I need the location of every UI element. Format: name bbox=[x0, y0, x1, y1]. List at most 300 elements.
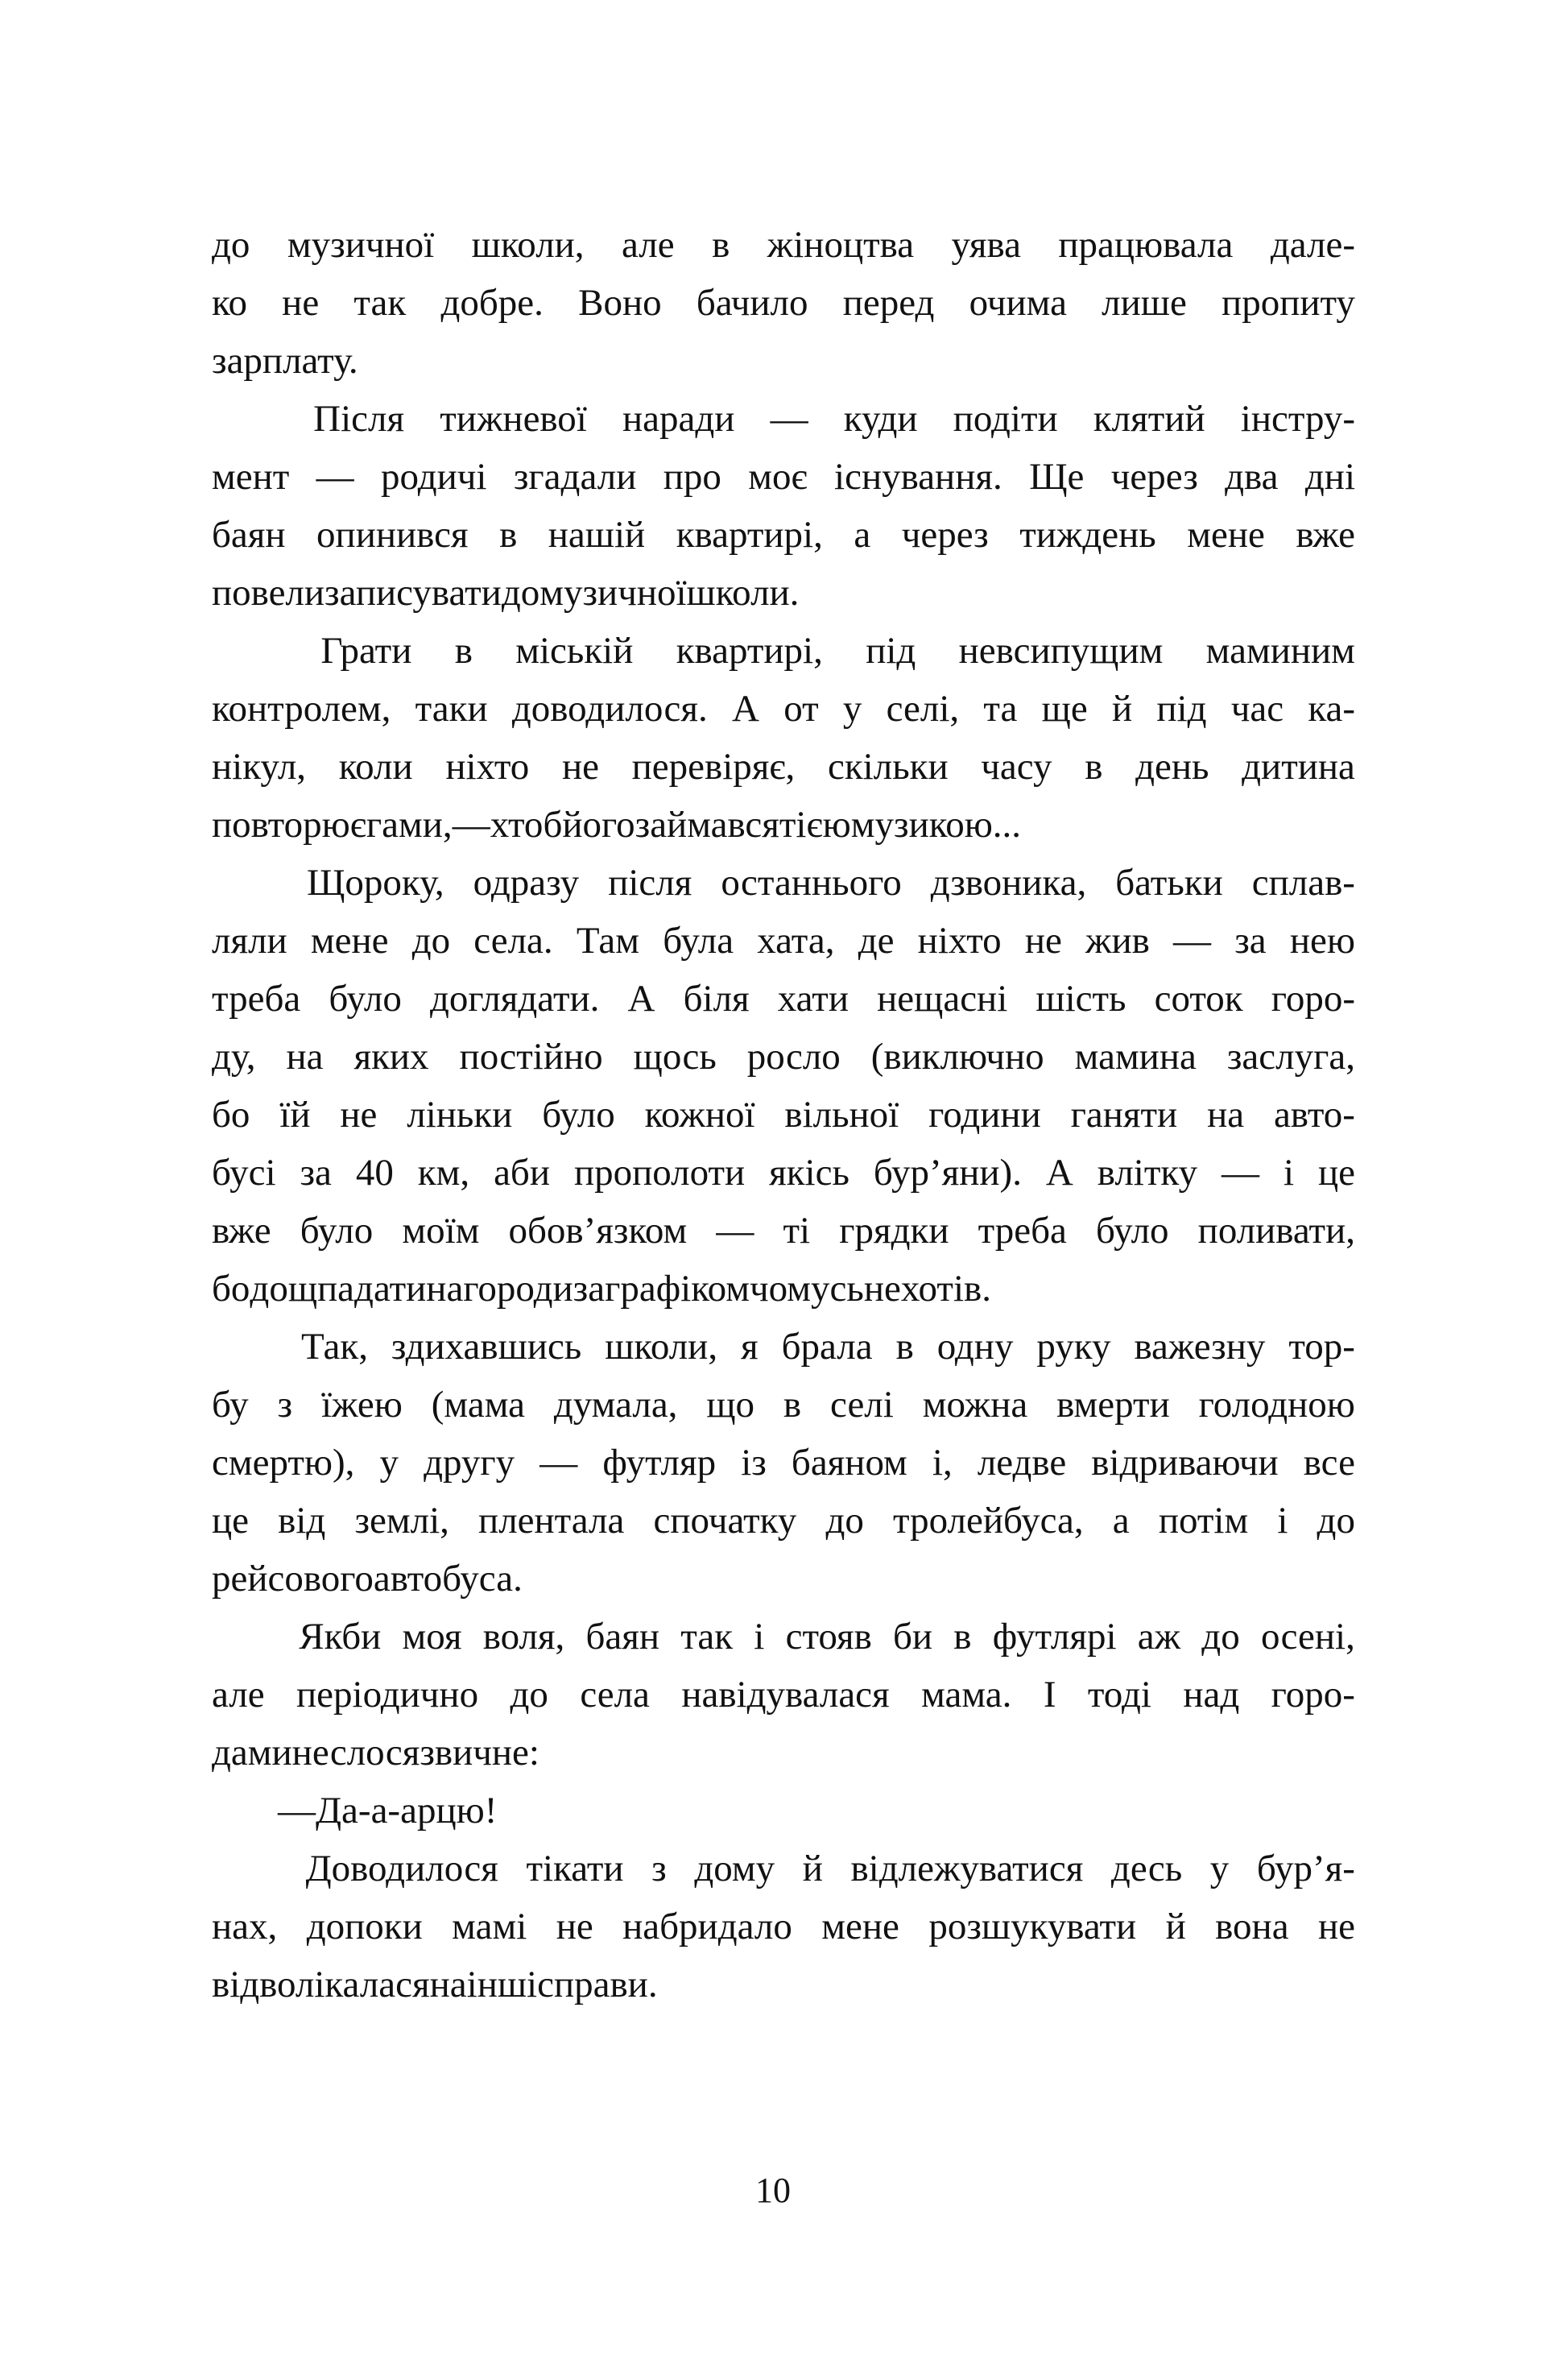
word: графіком bbox=[605, 1268, 750, 1310]
word: в bbox=[783, 1384, 802, 1426]
word: ледве bbox=[977, 1442, 1067, 1484]
word: бур’яни). bbox=[873, 1152, 1022, 1194]
word: — bbox=[539, 1442, 578, 1484]
word: добре. bbox=[440, 282, 544, 324]
word: вже bbox=[1296, 514, 1355, 556]
word: жіноцтва bbox=[767, 224, 915, 266]
word: Грати bbox=[320, 630, 412, 672]
word: мама. bbox=[921, 1674, 1012, 1716]
text-line bbox=[212, 1028, 1355, 1086]
word: нах, bbox=[212, 1906, 278, 1947]
word: та bbox=[983, 688, 1018, 730]
word: хто bbox=[490, 804, 544, 846]
word: родичі bbox=[381, 456, 487, 498]
word: смертю), bbox=[212, 1442, 355, 1484]
word: брала bbox=[781, 1326, 873, 1368]
text-line bbox=[212, 216, 1355, 274]
word: моя bbox=[402, 1616, 462, 1658]
word: кожної bbox=[644, 1094, 755, 1136]
word: у bbox=[379, 1442, 399, 1484]
word: тор- bbox=[1288, 1326, 1355, 1368]
word: допоки bbox=[306, 1906, 423, 1947]
word: й bbox=[1111, 688, 1133, 730]
text-line bbox=[212, 1086, 1355, 1144]
word: займався bbox=[635, 804, 779, 846]
word: хата, bbox=[757, 920, 835, 962]
word: де bbox=[858, 920, 895, 962]
word: плентала bbox=[478, 1500, 625, 1542]
word: очима bbox=[969, 282, 1067, 324]
word: — bbox=[278, 1790, 316, 1832]
word: під bbox=[866, 630, 916, 672]
text-line bbox=[212, 1840, 1355, 1898]
paragraph bbox=[212, 1608, 1355, 1782]
word: обов’язком bbox=[508, 1210, 688, 1252]
word: доводилося. bbox=[511, 688, 708, 730]
word: важезну bbox=[1134, 1326, 1266, 1368]
word: голодною bbox=[1198, 1384, 1355, 1426]
text-line bbox=[212, 796, 1355, 854]
word: і bbox=[1283, 1152, 1295, 1194]
word: треба bbox=[978, 1210, 1067, 1252]
word: щось bbox=[633, 1036, 717, 1078]
text-line bbox=[212, 1318, 1355, 1376]
word: хотів. bbox=[900, 1268, 991, 1310]
word: працювала bbox=[1058, 224, 1234, 266]
first-line-indent bbox=[212, 622, 278, 680]
word: подіти bbox=[953, 398, 1058, 440]
word: за bbox=[1234, 920, 1267, 962]
word: це bbox=[212, 1500, 250, 1542]
paragraph bbox=[212, 390, 1355, 622]
word: не bbox=[556, 1906, 593, 1947]
text-line bbox=[212, 1144, 1355, 1202]
word: Воно bbox=[578, 282, 662, 324]
word: на bbox=[1207, 1094, 1245, 1136]
word: до bbox=[411, 920, 451, 962]
word: села. bbox=[473, 920, 553, 962]
word: під bbox=[1156, 688, 1207, 730]
word: — bbox=[452, 804, 490, 846]
word: періодично bbox=[296, 1674, 479, 1716]
word: бо bbox=[212, 1094, 250, 1136]
first-line-indent bbox=[212, 1840, 278, 1898]
word: звичне: bbox=[420, 1732, 539, 1774]
word: ніхто bbox=[445, 746, 530, 788]
word: музичної bbox=[539, 572, 687, 614]
word: Доводилося bbox=[305, 1848, 498, 1890]
word: нещасні bbox=[877, 978, 1008, 1020]
word: після bbox=[608, 862, 692, 904]
word: баян bbox=[212, 514, 286, 556]
word: баяном bbox=[791, 1442, 907, 1484]
word: через bbox=[901, 514, 989, 556]
word: інші bbox=[466, 1964, 538, 2005]
word: музикою... bbox=[850, 804, 1022, 846]
word: стояв bbox=[785, 1616, 872, 1658]
word: квартирі, bbox=[676, 630, 823, 672]
word: осені, bbox=[1260, 1616, 1355, 1658]
word: селі bbox=[830, 1384, 894, 1426]
word: невсипущим bbox=[958, 630, 1164, 672]
word: ляли bbox=[212, 920, 287, 962]
word: але bbox=[622, 224, 675, 266]
word: дні bbox=[1304, 456, 1355, 498]
text-line bbox=[212, 912, 1355, 970]
word: одразу bbox=[473, 862, 580, 904]
word: — bbox=[770, 398, 808, 440]
paragraph bbox=[212, 1782, 1355, 1840]
word: неслося bbox=[291, 1732, 420, 1774]
paragraph bbox=[212, 854, 1355, 1318]
word: баян bbox=[585, 1616, 660, 1658]
word: здихавшись bbox=[391, 1326, 582, 1368]
word: десь bbox=[1110, 1848, 1183, 1890]
word: через bbox=[1110, 456, 1198, 498]
word: от bbox=[783, 688, 819, 730]
word: мене bbox=[1187, 514, 1265, 556]
word: таки bbox=[415, 688, 488, 730]
word: прополоти bbox=[573, 1152, 746, 1194]
text-line bbox=[212, 1202, 1355, 1260]
word: відлежуватися bbox=[850, 1848, 1084, 1890]
word: так bbox=[680, 1616, 734, 1658]
word: опинився bbox=[316, 514, 469, 556]
word: на bbox=[429, 1964, 467, 2005]
word: дитина bbox=[1242, 746, 1355, 788]
word: моє bbox=[748, 456, 808, 498]
word: яких bbox=[353, 1036, 429, 1078]
text-line bbox=[212, 448, 1355, 506]
word: до bbox=[501, 572, 540, 614]
word: їй bbox=[279, 1094, 311, 1136]
text-line bbox=[212, 1260, 1355, 1318]
word: було bbox=[300, 1210, 374, 1252]
word: у bbox=[1209, 1848, 1230, 1890]
word: це bbox=[1317, 1152, 1355, 1194]
word: дами bbox=[212, 1732, 292, 1774]
word: із bbox=[741, 1442, 767, 1484]
word: — bbox=[316, 456, 354, 498]
first-line-indent bbox=[212, 1782, 278, 1840]
word: ліньки bbox=[407, 1094, 513, 1136]
word: ті bbox=[783, 1210, 811, 1252]
word: бо bbox=[212, 1268, 250, 1310]
word: у bbox=[842, 688, 862, 730]
word: була bbox=[663, 920, 734, 962]
word: тією bbox=[779, 804, 851, 846]
word: записувати bbox=[324, 572, 502, 614]
word: моїм bbox=[402, 1210, 480, 1252]
word: лише bbox=[1102, 282, 1187, 324]
word: тролейбуса, bbox=[893, 1500, 1084, 1542]
text-line bbox=[212, 274, 1355, 332]
word: — bbox=[1222, 1152, 1260, 1194]
word: згадали bbox=[513, 456, 637, 498]
word: а bbox=[854, 514, 871, 556]
word: постійно bbox=[459, 1036, 603, 1078]
word: км, bbox=[417, 1152, 470, 1194]
word: розшукувати bbox=[928, 1906, 1137, 1947]
word: — bbox=[716, 1210, 754, 1252]
word: тікати bbox=[526, 1848, 624, 1890]
word: городи bbox=[463, 1268, 573, 1310]
word: скільки bbox=[827, 746, 949, 788]
word: нашій bbox=[548, 514, 646, 556]
word: з bbox=[277, 1384, 293, 1426]
word: спочатку bbox=[653, 1500, 797, 1542]
word: до bbox=[825, 1500, 864, 1542]
word: за bbox=[573, 1268, 606, 1310]
word: я bbox=[741, 1326, 759, 1368]
word: А bbox=[731, 688, 759, 730]
word: тижневої bbox=[440, 398, 587, 440]
word: вільної bbox=[784, 1094, 899, 1136]
paragraph bbox=[212, 216, 1355, 390]
word: не bbox=[1317, 1906, 1355, 1947]
word: зарплату. bbox=[212, 340, 358, 382]
word: було bbox=[542, 1094, 615, 1136]
word: землі, bbox=[354, 1500, 449, 1542]
body-text-column bbox=[212, 216, 1355, 2014]
word: аж bbox=[1137, 1616, 1181, 1658]
word: наради bbox=[622, 398, 735, 440]
word: Щороку, bbox=[307, 862, 444, 904]
word: в bbox=[1085, 746, 1103, 788]
word: заслуга, bbox=[1226, 1036, 1355, 1078]
word: за bbox=[300, 1152, 332, 1194]
word: батьки bbox=[1115, 862, 1223, 904]
word: відриваючи bbox=[1091, 1442, 1279, 1484]
word: було bbox=[329, 978, 402, 1020]
word: в bbox=[712, 224, 730, 266]
word: автобуса. bbox=[373, 1558, 523, 1600]
word: а bbox=[1112, 1500, 1130, 1542]
word: Так, bbox=[300, 1326, 368, 1368]
word: музичної bbox=[287, 224, 435, 266]
word: росло bbox=[746, 1036, 841, 1078]
word: часу bbox=[981, 746, 1052, 788]
word: дзвоника, bbox=[930, 862, 1087, 904]
text-line bbox=[212, 564, 1355, 622]
word: контролем, bbox=[212, 688, 391, 730]
word: два bbox=[1225, 456, 1279, 498]
word: би bbox=[893, 1616, 933, 1658]
word: біля bbox=[683, 978, 750, 1020]
word: справи. bbox=[537, 1964, 658, 2005]
word: школи, bbox=[471, 224, 585, 266]
word: інстру- bbox=[1240, 398, 1355, 440]
word: все bbox=[1303, 1442, 1355, 1484]
word: мене bbox=[821, 1906, 899, 1947]
first-line-indent bbox=[212, 1608, 278, 1666]
word: поливати, bbox=[1197, 1210, 1355, 1252]
word: Якби bbox=[299, 1616, 382, 1658]
word: перевіряє, bbox=[631, 746, 796, 788]
word: до bbox=[1201, 1616, 1240, 1658]
word: — bbox=[1173, 920, 1212, 962]
word: набридало bbox=[622, 1906, 792, 1947]
word: соток bbox=[1154, 978, 1243, 1020]
text-line bbox=[212, 1492, 1355, 1550]
word: грядки bbox=[839, 1210, 949, 1252]
word: клятий bbox=[1093, 398, 1205, 440]
word: мене bbox=[310, 920, 389, 962]
word: б bbox=[543, 804, 563, 846]
word: їжею bbox=[320, 1384, 403, 1426]
word: (виключно bbox=[870, 1036, 1044, 1078]
word: І bbox=[1043, 1674, 1056, 1716]
word: що bbox=[706, 1384, 755, 1426]
word: день bbox=[1135, 746, 1209, 788]
word: горо- bbox=[1271, 978, 1355, 1020]
word: школи. bbox=[686, 572, 800, 614]
word: мамина bbox=[1074, 1036, 1197, 1078]
text-line bbox=[212, 332, 1355, 390]
word: Да-а-арцю! bbox=[316, 1790, 498, 1832]
word: в bbox=[895, 1326, 914, 1368]
page-number: 10 bbox=[755, 2171, 791, 2210]
word: ніхто bbox=[917, 920, 1002, 962]
word: 40 bbox=[355, 1152, 394, 1194]
word: чомусь bbox=[750, 1268, 864, 1310]
word: було bbox=[1096, 1210, 1169, 1252]
word: не bbox=[863, 1268, 901, 1310]
word: існування. bbox=[834, 456, 1002, 498]
word: і bbox=[754, 1616, 765, 1658]
text-line bbox=[212, 1434, 1355, 1492]
word: але bbox=[212, 1674, 265, 1716]
paragraph bbox=[212, 622, 1355, 854]
word: його bbox=[562, 804, 635, 846]
word: сплав- bbox=[1251, 862, 1355, 904]
word: аби bbox=[494, 1152, 550, 1194]
word: в bbox=[499, 514, 518, 556]
word: навідувалася bbox=[681, 1674, 890, 1716]
text-line bbox=[212, 1898, 1355, 1956]
word: доглядати. bbox=[430, 978, 600, 1020]
word: дощ bbox=[250, 1268, 318, 1310]
word: на bbox=[286, 1036, 324, 1078]
word: бур’я- bbox=[1256, 1848, 1355, 1890]
word: ко bbox=[212, 282, 247, 324]
word: А bbox=[1045, 1152, 1073, 1194]
word: гами, bbox=[366, 804, 453, 846]
word: останнього bbox=[721, 862, 902, 904]
word: не bbox=[340, 1094, 378, 1136]
word: і bbox=[1277, 1500, 1288, 1542]
word: квартирі, bbox=[676, 514, 823, 556]
word: повели bbox=[212, 572, 325, 614]
word: можна bbox=[922, 1384, 1028, 1426]
word: мент bbox=[212, 456, 290, 498]
text-line bbox=[212, 622, 1355, 680]
word: до bbox=[510, 1674, 548, 1716]
first-line-indent bbox=[212, 854, 278, 912]
word: нею bbox=[1289, 920, 1355, 962]
word: потім bbox=[1158, 1500, 1249, 1542]
word: не bbox=[561, 746, 599, 788]
word: авто- bbox=[1273, 1094, 1355, 1136]
word: про bbox=[663, 456, 721, 498]
word: й bbox=[1165, 1906, 1186, 1947]
word: тиждень bbox=[1019, 514, 1156, 556]
word: футлярі bbox=[992, 1616, 1117, 1658]
word: вона bbox=[1215, 1906, 1289, 1947]
word: падати bbox=[317, 1268, 427, 1310]
word: влітку bbox=[1097, 1152, 1198, 1194]
word: час bbox=[1230, 688, 1284, 730]
word: якісь bbox=[769, 1152, 849, 1194]
word: й bbox=[802, 1848, 823, 1890]
word: пропиту bbox=[1222, 282, 1355, 324]
text-line bbox=[212, 1550, 1355, 1608]
text-line bbox=[212, 854, 1355, 912]
word: коли bbox=[338, 746, 413, 788]
word: селі, bbox=[886, 688, 960, 730]
word: дому bbox=[694, 1848, 775, 1890]
word: школи, bbox=[605, 1326, 718, 1368]
word: другу bbox=[424, 1442, 515, 1484]
word: маминим bbox=[1205, 630, 1355, 672]
word: бачило bbox=[696, 282, 808, 324]
word: від bbox=[278, 1500, 326, 1542]
text-line bbox=[212, 1782, 1355, 1840]
word: тоді bbox=[1087, 1674, 1151, 1716]
text-line bbox=[212, 1724, 1355, 1782]
word: рейсового bbox=[212, 1558, 374, 1600]
word: одну bbox=[936, 1326, 1014, 1368]
word: нікул, bbox=[212, 746, 307, 788]
word: ка- bbox=[1308, 688, 1355, 730]
word: до bbox=[1317, 1500, 1355, 1542]
word: куди bbox=[843, 398, 918, 440]
word: години bbox=[928, 1094, 1041, 1136]
first-line-indent bbox=[212, 390, 278, 448]
word: думала, bbox=[553, 1384, 678, 1426]
text-line bbox=[212, 1666, 1355, 1724]
word: футляр bbox=[602, 1442, 717, 1484]
word: Після bbox=[313, 398, 405, 440]
word: з bbox=[651, 1848, 667, 1890]
word: ганяти bbox=[1070, 1094, 1178, 1136]
word: так bbox=[353, 282, 407, 324]
word: жив bbox=[1085, 920, 1150, 962]
word: повторює bbox=[212, 804, 366, 846]
text-line bbox=[212, 1376, 1355, 1434]
word: вмерти bbox=[1056, 1384, 1170, 1426]
word: вже bbox=[212, 1210, 271, 1252]
text-line bbox=[212, 390, 1355, 448]
word: бу bbox=[212, 1384, 249, 1426]
word: горо- bbox=[1271, 1674, 1355, 1716]
word: на bbox=[426, 1268, 464, 1310]
word: ще bbox=[1041, 688, 1088, 730]
word: не bbox=[1024, 920, 1062, 962]
word: шість bbox=[1035, 978, 1126, 1020]
text-line bbox=[212, 1956, 1355, 2014]
word: Там bbox=[576, 920, 640, 962]
word: руку bbox=[1036, 1326, 1111, 1368]
text-line bbox=[212, 970, 1355, 1028]
word: села bbox=[580, 1674, 650, 1716]
word: Ще bbox=[1029, 456, 1085, 498]
word: міській bbox=[515, 630, 634, 672]
word: А bbox=[627, 978, 655, 1020]
word: над bbox=[1183, 1674, 1240, 1716]
paragraph bbox=[212, 1840, 1355, 2014]
word: до bbox=[212, 224, 250, 266]
